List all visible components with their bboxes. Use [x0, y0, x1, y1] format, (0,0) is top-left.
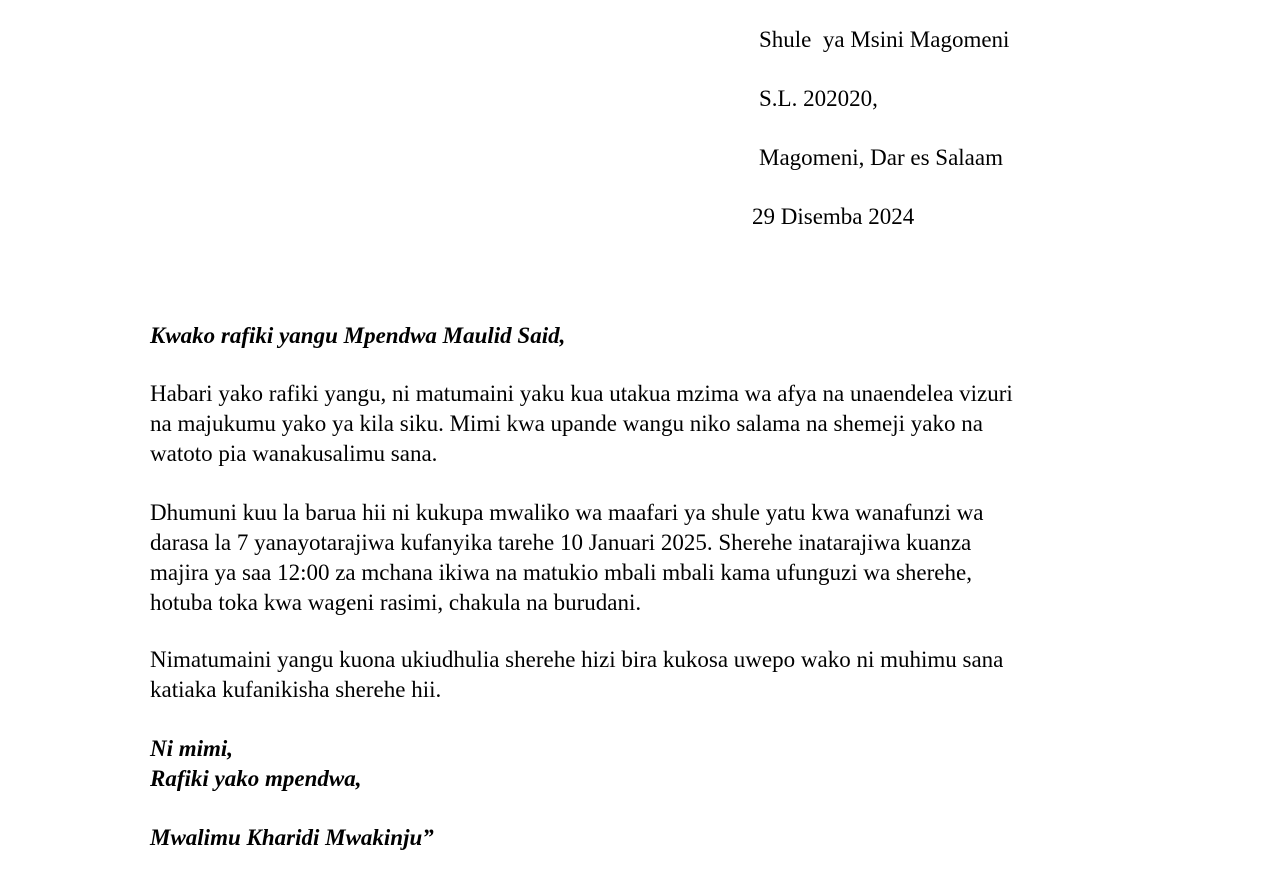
sender-po-box: S.L. 202020, [759, 86, 878, 111]
body-paragraph-1 [150, 379, 1130, 469]
body-paragraph-2 [150, 498, 1130, 618]
paragraph-line: na majukumu yako ya kila siku. Mimi kwa upande wangu niko salama na shemeji yako na [150, 411, 983, 436]
paragraph-line: watoto pia wanakusalimu sana. [150, 441, 438, 466]
paragraph-line: darasa la 7 yanayotarajiwa kufanyika tarehe 10 Januari 2025. Sherehe inatarajiwa kuanza [150, 530, 972, 555]
signature: Mwalimu Kharidi Mwakinju” [150, 825, 434, 850]
paragraph-line: hotuba toka kwa wageni rasimi, chakula na burudani. [150, 590, 642, 615]
body-paragraph-3 [150, 645, 1130, 705]
letter-date: 29 Disemba 2024 [752, 204, 915, 229]
paragraph-line: katiaka kufanikisha sherehe hii. [150, 677, 442, 702]
paragraph-line: majira ya saa 12:00 za mchana ikiwa na matukio mbali mbali kama ufunguzi wa sherehe, [150, 560, 972, 585]
closing-line-2: Rafiki yako mpendwa, [150, 766, 362, 791]
sender-school: Shule ya Msini Magomeni [759, 27, 1010, 52]
closing-line-1: Ni mimi, [150, 736, 234, 761]
paragraph-line: Nimatumaini yangu kuona ukiudhulia sherehe hizi bira kukosa uwepo wako ni muhimu sana [150, 647, 1004, 672]
sender-location: Magomeni, Dar es Salaam [759, 145, 1003, 170]
paragraph-line: Dhumuni kuu la barua hii ni kukupa mwaliko wa maafari ya shule yatu kwa wanafunzi wa [150, 500, 984, 525]
paragraph-line: Habari yako rafiki yangu, ni matumaini yaku kua utakua mzima wa afya na unaendelea vizuri [150, 381, 1013, 406]
salutation: Kwako rafiki yangu Mpendwa Maulid Said, [150, 323, 566, 348]
